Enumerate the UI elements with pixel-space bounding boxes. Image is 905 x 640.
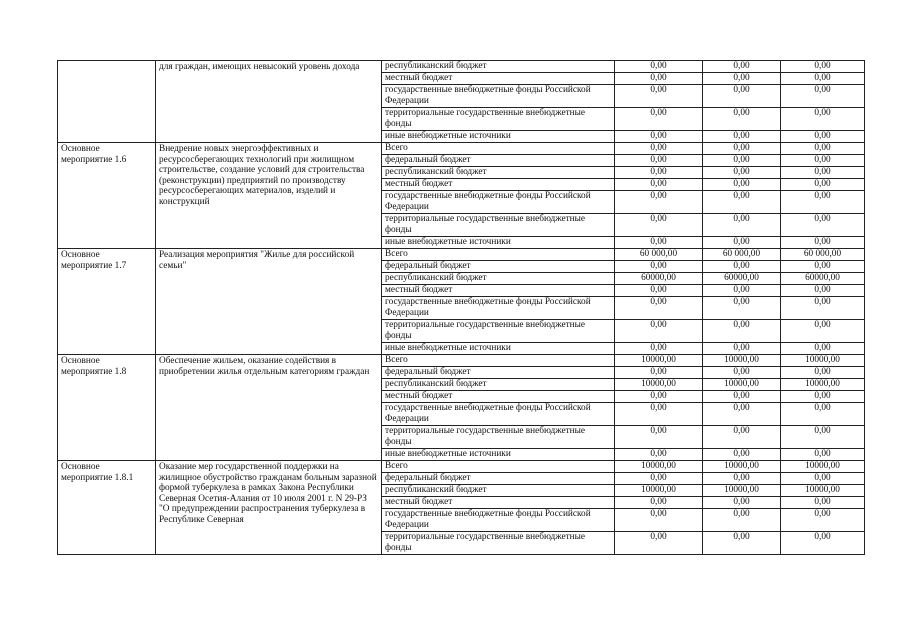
amount-cell-1: 0,00 bbox=[615, 473, 703, 485]
amount-cell-1: 0,00 bbox=[615, 61, 703, 73]
funding-source: государственные внебюджетные фонды Российской Федерации bbox=[382, 191, 615, 214]
amount-cell-2: 60 000,00 bbox=[703, 249, 781, 261]
amount-cell-2: 0,00 bbox=[703, 532, 781, 555]
amount-cell-1: 0,00 bbox=[615, 285, 703, 297]
funding-source: государственные внебюджетные фонды Российской Федерации bbox=[382, 403, 615, 426]
amount-cell-2: 0,00 bbox=[703, 320, 781, 343]
funding-source: государственные внебюджетные фонды Российской Федерации bbox=[382, 297, 615, 320]
amount-cell-1: 0,00 bbox=[615, 297, 703, 320]
amount-cell-1: 0,00 bbox=[615, 167, 703, 179]
amount-cell-2: 0,00 bbox=[703, 85, 781, 108]
amount-cell-2: 0,00 bbox=[703, 297, 781, 320]
amount-cell-2: 0,00 bbox=[703, 108, 781, 131]
amount-cell-3: 0,00 bbox=[781, 473, 865, 485]
amount-cell-1: 0,00 bbox=[615, 261, 703, 273]
amount-cell-1: 0,00 bbox=[615, 155, 703, 167]
funding-source: республиканский бюджет bbox=[382, 485, 615, 497]
amount-cell-1: 0,00 bbox=[615, 343, 703, 355]
amount-cell-1: 0,00 bbox=[615, 497, 703, 509]
amount-cell-3: 0,00 bbox=[781, 131, 865, 143]
funding-source: иные внебюджетные источники bbox=[382, 131, 615, 143]
amount-cell-2: 0,00 bbox=[703, 509, 781, 532]
funding-source: иные внебюджетные источники bbox=[382, 237, 615, 249]
funding-source: территориальные государственные внебюджетные фонды bbox=[382, 214, 615, 237]
amount-cell-1: 0,00 bbox=[615, 449, 703, 461]
amount-cell-2: 0,00 bbox=[703, 391, 781, 403]
amount-cell-2: 0,00 bbox=[703, 143, 781, 155]
amount-cell-3: 0,00 bbox=[781, 532, 865, 555]
amount-cell-2: 0,00 bbox=[703, 426, 781, 449]
table-row bbox=[58, 249, 865, 261]
amount-cell-2: 0,00 bbox=[703, 155, 781, 167]
amount-cell-1: 10000,00 bbox=[615, 485, 703, 497]
amount-cell-3: 0,00 bbox=[781, 155, 865, 167]
amount-cell-2: 0,00 bbox=[703, 191, 781, 214]
activity-label: Основное мероприятие 1.7 bbox=[58, 249, 156, 355]
amount-cell-3: 60000,00 bbox=[781, 273, 865, 285]
amount-cell-2: 0,00 bbox=[703, 497, 781, 509]
amount-cell-1: 0,00 bbox=[615, 143, 703, 155]
amount-cell-1: 0,00 bbox=[615, 191, 703, 214]
activity-description: Оказание мер государственной поддержки на жилищное обустройство гражданам больным заразной формой туберкулеза в рамках Закона Республики Северная Осетия-Алания от 10 июля 2001 г. N 29-РЗ "О предупреждении распространения туберкулеза в Республике Северная bbox=[156, 461, 382, 555]
amount-cell-2: 0,00 bbox=[703, 473, 781, 485]
amount-cell-2: 0,00 bbox=[703, 343, 781, 355]
table-row bbox=[58, 143, 865, 155]
funding-source: федеральный бюджет bbox=[382, 473, 615, 485]
amount-cell-3: 0,00 bbox=[781, 297, 865, 320]
amount-cell-3: 0,00 bbox=[781, 391, 865, 403]
amount-cell-3: 0,00 bbox=[781, 167, 865, 179]
activity-description: Реализация мероприятия "Жилье для российской семьи" bbox=[156, 249, 382, 355]
funding-source: республиканский бюджет bbox=[382, 61, 615, 73]
amount-cell-2: 0,00 bbox=[703, 403, 781, 426]
amount-cell-1: 0,00 bbox=[615, 131, 703, 143]
table-row bbox=[58, 61, 865, 73]
amount-cell-2: 0,00 bbox=[703, 285, 781, 297]
amount-cell-3: 0,00 bbox=[781, 214, 865, 237]
funding-source: иные внебюджетные источники bbox=[382, 449, 615, 461]
amount-cell-1: 10000,00 bbox=[615, 355, 703, 367]
amount-cell-3: 0,00 bbox=[781, 367, 865, 379]
amount-cell-3: 0,00 bbox=[781, 426, 865, 449]
amount-cell-3: 0,00 bbox=[781, 403, 865, 426]
amount-cell-1: 10000,00 bbox=[615, 461, 703, 473]
amount-cell-1: 0,00 bbox=[615, 237, 703, 249]
activity-description: Обеспечение жильем, оказание содействия в приобретении жилья отдельным категориям граждан bbox=[156, 355, 382, 461]
funding-source: территориальные государственные внебюджетные фонды bbox=[382, 532, 615, 555]
funding-source: Всего bbox=[382, 461, 615, 473]
funding-source: территориальные государственные внебюджетные фонды bbox=[382, 108, 615, 131]
amount-cell-2: 10000,00 bbox=[703, 461, 781, 473]
funding-source: местный бюджет bbox=[382, 497, 615, 509]
funding-source: Всего bbox=[382, 355, 615, 367]
funding-source: республиканский бюджет bbox=[382, 379, 615, 391]
amount-cell-1: 0,00 bbox=[615, 403, 703, 426]
amount-cell-2: 0,00 bbox=[703, 367, 781, 379]
amount-cell-2: 0,00 bbox=[703, 61, 781, 73]
amount-cell-3: 0,00 bbox=[781, 108, 865, 131]
amount-cell-1: 0,00 bbox=[615, 108, 703, 131]
activity-label bbox=[58, 61, 156, 143]
funding-source: местный бюджет bbox=[382, 73, 615, 85]
amount-cell-2: 0,00 bbox=[703, 261, 781, 273]
amount-cell-1: 0,00 bbox=[615, 85, 703, 108]
funding-source: федеральный бюджет bbox=[382, 367, 615, 379]
amount-cell-1: 0,00 bbox=[615, 320, 703, 343]
amount-cell-2: 0,00 bbox=[703, 179, 781, 191]
amount-cell-3: 0,00 bbox=[781, 143, 865, 155]
amount-cell-3: 0,00 bbox=[781, 73, 865, 85]
funding-source: территориальные государственные внебюджетные фонды bbox=[382, 426, 615, 449]
budget-table bbox=[57, 60, 865, 555]
amount-cell-3: 0,00 bbox=[781, 61, 865, 73]
activity-description: Внедрение новых энергоэффективных и ресурсосберегающих технологий при жилищном строительстве, создание условий для строительства (реконструкции) предприятий по производству ресурсосберегающих материалов, изделий и конструкций bbox=[156, 143, 382, 249]
amount-cell-2: 0,00 bbox=[703, 131, 781, 143]
amount-cell-2: 10000,00 bbox=[703, 379, 781, 391]
amount-cell-1: 60 000,00 bbox=[615, 249, 703, 261]
amount-cell-2: 0,00 bbox=[703, 449, 781, 461]
activity-label: Основное мероприятие 1.8 bbox=[58, 355, 156, 461]
amount-cell-1: 0,00 bbox=[615, 73, 703, 85]
amount-cell-1: 0,00 bbox=[615, 367, 703, 379]
amount-cell-1: 0,00 bbox=[615, 509, 703, 532]
amount-cell-1: 0,00 bbox=[615, 426, 703, 449]
funding-source: местный бюджет bbox=[382, 391, 615, 403]
amount-cell-3: 10000,00 bbox=[781, 355, 865, 367]
amount-cell-3: 60 000,00 bbox=[781, 249, 865, 261]
amount-cell-3: 0,00 bbox=[781, 237, 865, 249]
funding-source: территориальные государственные внебюджетные фонды bbox=[382, 320, 615, 343]
activity-description: для граждан, имеющих невысокий уровень дохода bbox=[156, 61, 382, 143]
amount-cell-3: 0,00 bbox=[781, 497, 865, 509]
amount-cell-3: 10000,00 bbox=[781, 379, 865, 391]
funding-source: федеральный бюджет bbox=[382, 261, 615, 273]
amount-cell-2: 10000,00 bbox=[703, 355, 781, 367]
amount-cell-2: 0,00 bbox=[703, 73, 781, 85]
amount-cell-3: 0,00 bbox=[781, 285, 865, 297]
funding-source: местный бюджет bbox=[382, 285, 615, 297]
amount-cell-2: 10000,00 bbox=[703, 485, 781, 497]
amount-cell-3: 0,00 bbox=[781, 191, 865, 214]
activity-label: Основное мероприятие 1.8.1 bbox=[58, 461, 156, 555]
funding-source: республиканский бюджет bbox=[382, 167, 615, 179]
funding-source: иные внебюджетные источники bbox=[382, 343, 615, 355]
amount-cell-1: 10000,00 bbox=[615, 379, 703, 391]
amount-cell-2: 0,00 bbox=[703, 214, 781, 237]
table-row bbox=[58, 461, 865, 473]
amount-cell-3: 10000,00 bbox=[781, 485, 865, 497]
table-row bbox=[58, 355, 865, 367]
amount-cell-1: 0,00 bbox=[615, 214, 703, 237]
amount-cell-3: 0,00 bbox=[781, 179, 865, 191]
amount-cell-3: 0,00 bbox=[781, 85, 865, 108]
amount-cell-1: 0,00 bbox=[615, 532, 703, 555]
amount-cell-3: 0,00 bbox=[781, 509, 865, 532]
funding-source: республиканский бюджет bbox=[382, 273, 615, 285]
amount-cell-1: 0,00 bbox=[615, 391, 703, 403]
amount-cell-2: 0,00 bbox=[703, 167, 781, 179]
amount-cell-2: 0,00 bbox=[703, 237, 781, 249]
funding-source: местный бюджет bbox=[382, 179, 615, 191]
amount-cell-3: 0,00 bbox=[781, 449, 865, 461]
amount-cell-1: 60000,00 bbox=[615, 273, 703, 285]
amount-cell-3: 10000,00 bbox=[781, 461, 865, 473]
funding-source: федеральный бюджет bbox=[382, 155, 615, 167]
activity-label: Основное мероприятие 1.6 bbox=[58, 143, 156, 249]
funding-source: Всего bbox=[382, 143, 615, 155]
amount-cell-3: 0,00 bbox=[781, 343, 865, 355]
funding-source: государственные внебюджетные фонды Российской Федерации bbox=[382, 509, 615, 532]
amount-cell-3: 0,00 bbox=[781, 261, 865, 273]
amount-cell-2: 60000,00 bbox=[703, 273, 781, 285]
amount-cell-3: 0,00 bbox=[781, 320, 865, 343]
amount-cell-1: 0,00 bbox=[615, 179, 703, 191]
funding-source: Всего bbox=[382, 249, 615, 261]
funding-source: государственные внебюджетные фонды Российской Федерации bbox=[382, 85, 615, 108]
document-sheet bbox=[57, 60, 865, 555]
budget-table-body bbox=[58, 61, 865, 555]
